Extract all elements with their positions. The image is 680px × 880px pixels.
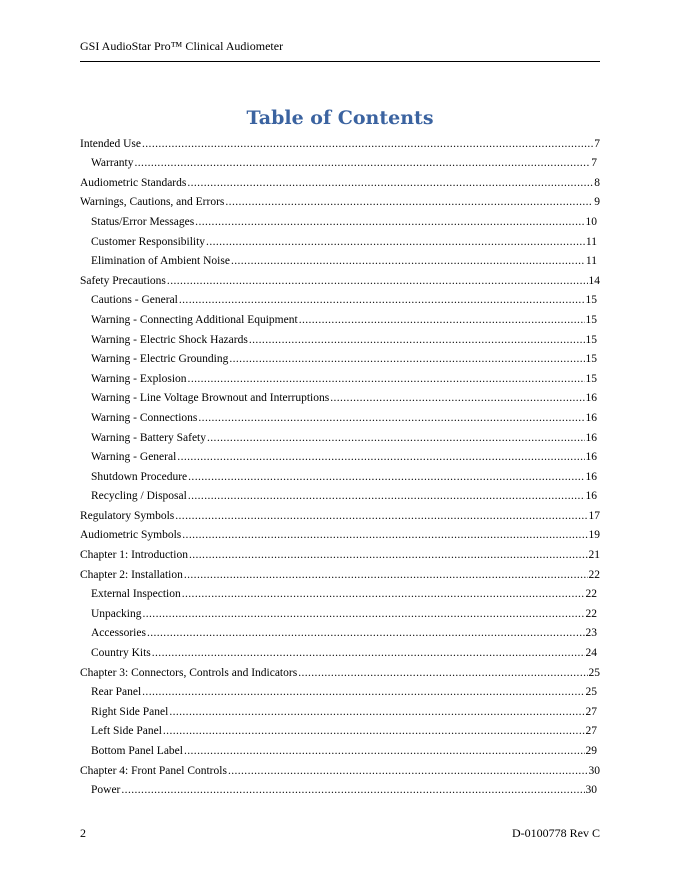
toc-entry[interactable]: [80, 640, 597, 660]
toc-entry-label: Chapter 1: Introduction: [80, 549, 188, 562]
toc-entry[interactable]: [80, 464, 597, 484]
toc-dot-leader: [182, 587, 585, 601]
toc-entry-label: Country Kits: [91, 647, 151, 660]
toc-entry[interactable]: [80, 366, 597, 386]
toc-entry-page: 25: [585, 686, 597, 699]
toc-dot-leader: [228, 764, 588, 778]
toc-dot-leader: [147, 626, 585, 640]
toc-entry-label: Warning - Explosion: [91, 372, 187, 385]
toc-entry[interactable]: [80, 190, 600, 210]
toc-entry-page: 30: [585, 784, 597, 797]
toc-dot-leader: [231, 254, 585, 268]
toc-entry-label: Status/Error Messages: [91, 215, 195, 228]
toc-dot-leader: [299, 313, 585, 327]
toc-entry-page: 29: [585, 745, 597, 757]
toc-dot-leader: [167, 274, 588, 288]
toc-dot-leader: [249, 333, 585, 347]
toc-entry-label: Unpacking: [91, 607, 142, 620]
toc-dot-leader: [152, 646, 585, 660]
toc-entry-label: Warning - Line Voltage Brownout and Interruptions: [91, 392, 330, 405]
toc-dot-leader: [177, 450, 584, 464]
toc-list: [80, 131, 600, 797]
toc-entry-page: 21: [588, 549, 600, 562]
toc-entry-page: 15: [585, 313, 597, 326]
toc-dot-leader: [198, 411, 584, 425]
toc-dot-leader: [175, 509, 587, 523]
toc-entry-page: 8: [594, 176, 600, 189]
toc-entry-label: Accessories: [91, 627, 146, 640]
toc-dot-leader: [195, 215, 584, 229]
toc-dot-leader: [189, 548, 588, 562]
toc-entry-label: Chapter 4: Front Panel Controls: [80, 764, 227, 777]
toc-entry-page: 27: [585, 725, 597, 738]
toc-entry-label: Chapter 2: Installation: [80, 568, 183, 581]
toc-entry-label: Power: [91, 784, 121, 797]
toc-entry[interactable]: [80, 445, 597, 465]
toc-entry-page: 16: [585, 431, 597, 444]
toc-entry-label: Right Side Panel: [91, 705, 169, 718]
toc-dot-leader: [169, 705, 584, 719]
toc-entry[interactable]: [80, 425, 597, 445]
header-divider: [80, 61, 600, 62]
toc-entry[interactable]: [80, 758, 600, 778]
toc-entry[interactable]: [80, 405, 597, 425]
toc-entry[interactable]: [80, 249, 597, 269]
toc-dot-leader: [206, 235, 585, 249]
toc-entry-label: Warranty: [91, 157, 134, 170]
toc-entry-label: Chapter 3: Connectors, Controls and Indicators: [80, 666, 298, 679]
toc-entry-page: 11: [585, 235, 597, 248]
toc-dot-leader: [142, 607, 584, 621]
toc-entry-label: Warning - Connections: [91, 411, 198, 424]
toc-dot-leader: [330, 391, 584, 405]
toc-entry-page: 22: [588, 568, 600, 581]
toc-entry-page: 17: [588, 509, 600, 522]
toc-entry-label: Customer Responsibility: [91, 235, 206, 248]
toc-entry-page: 25: [588, 666, 600, 679]
toc-entry-page: 30: [588, 764, 600, 777]
toc-dot-leader: [188, 470, 584, 484]
toc-entry[interactable]: [80, 542, 600, 562]
toc-entry-page: 22: [585, 588, 597, 601]
toc-entry-page: 23: [585, 627, 597, 640]
toc-entry-label: Safety Precautions: [80, 274, 166, 287]
toc-dot-leader: [135, 156, 591, 170]
toc-entry-label: Warning - Battery Safety: [91, 431, 206, 444]
toc-entry[interactable]: [80, 680, 597, 700]
toc-dot-leader: [188, 489, 585, 503]
toc-entry-label: Audiometric Symbols: [80, 529, 182, 542]
toc-entry[interactable]: [80, 268, 600, 288]
toc-entry-label: Cautions - General: [91, 294, 178, 307]
toc-entry[interactable]: [80, 347, 597, 367]
toc-dot-leader: [142, 137, 593, 151]
toc-entry-page: 11: [585, 255, 597, 268]
toc-entry-page: 24: [585, 647, 597, 660]
toc-entry[interactable]: [80, 386, 597, 406]
toc-dot-leader: [163, 724, 585, 738]
toc-entry-label: Shutdown Procedure: [91, 470, 188, 483]
toc-entry-label: Intended Use: [80, 137, 141, 150]
toc-entry-page: 7: [591, 157, 597, 170]
toc-entry-page: 15: [585, 294, 597, 307]
toc-dot-leader: [187, 176, 593, 190]
toc-entry[interactable]: [80, 601, 597, 621]
toc-dot-leader: [182, 528, 587, 542]
toc-entry-label: Rear Panel: [91, 686, 142, 699]
toc-entry-page: 15: [585, 372, 597, 385]
toc-entry[interactable]: [80, 778, 597, 798]
toc-entry[interactable]: [80, 523, 600, 543]
toc-dot-leader: [121, 783, 584, 797]
toc-entry[interactable]: [80, 582, 597, 602]
toc-dot-leader: [184, 744, 585, 758]
toc-entry-label: Left Side Panel: [91, 725, 162, 738]
toc-entry-page: 16: [585, 392, 597, 405]
toc-entry-label: Regulatory Symbols: [80, 509, 175, 522]
toc-dot-leader: [184, 568, 588, 582]
toc-entry-page: 16: [585, 490, 597, 503]
toc-entry[interactable]: [80, 738, 597, 758]
toc-entry[interactable]: [80, 151, 597, 171]
toc-entry-label: Elimination of Ambient Noise: [91, 255, 230, 268]
toc-entry-label: Warning - Connecting Additional Equipment: [91, 313, 298, 326]
toc-title: Table of Contents: [246, 107, 434, 129]
toc-entry-label: Recycling / Disposal: [91, 490, 187, 503]
toc-dot-leader: [179, 293, 585, 307]
toc-entry[interactable]: [80, 503, 600, 523]
toc-entry-label: Warning - Electric Shock Hazards: [91, 333, 248, 346]
toc-entry-page: 7: [594, 137, 600, 150]
toc-entry-page: 16: [585, 411, 597, 424]
footer-page-number: 2: [80, 826, 86, 840]
toc-entry[interactable]: [80, 229, 597, 249]
toc-entry[interactable]: [80, 621, 597, 641]
toc-entry-page: 22: [585, 607, 597, 620]
toc-entry-label: External Inspection: [91, 588, 181, 601]
toc-entry-page: 9: [594, 196, 600, 209]
toc-entry-page: 19: [588, 529, 600, 542]
toc-entry[interactable]: [80, 484, 597, 504]
toc-entry[interactable]: [80, 131, 600, 151]
toc-entry[interactable]: [80, 288, 597, 308]
page-header-title: GSI AudioStar Pro™ Clinical Audiometer: [80, 39, 284, 53]
footer-document-id: D-0100778 Rev C: [512, 826, 600, 840]
toc-entry-label: Bottom Panel Label: [91, 745, 183, 757]
toc-entry[interactable]: [80, 170, 600, 190]
toc-entry[interactable]: [80, 209, 597, 229]
toc-dot-leader: [142, 685, 584, 699]
toc-dot-leader: [188, 372, 585, 386]
toc-entry-page: 14: [588, 274, 600, 287]
toc-entry-page: 16: [585, 451, 597, 464]
toc-dot-leader: [225, 195, 593, 209]
toc-dot-leader: [298, 666, 587, 680]
toc-entry-label: Warning - Electric Grounding: [91, 353, 229, 366]
toc-entry-page: 16: [585, 470, 597, 483]
toc-entry-page: 15: [585, 333, 597, 346]
toc-dot-leader: [229, 352, 584, 366]
toc-entry[interactable]: [80, 699, 597, 719]
toc-entry-label: Warnings, Cautions, and Errors: [80, 196, 225, 209]
toc-entry[interactable]: [80, 307, 597, 327]
toc-entry[interactable]: [80, 562, 600, 582]
toc-entry-page: 10: [585, 215, 597, 228]
toc-entry[interactable]: [80, 719, 597, 739]
toc-dot-leader: [207, 431, 585, 445]
toc-entry-page: 27: [585, 705, 597, 718]
toc-entry-label: Warning - General: [91, 451, 177, 464]
toc-entry-label: Audiometric Standards: [80, 176, 187, 189]
toc-entry[interactable]: [80, 660, 600, 680]
toc-entry-page: 15: [585, 353, 597, 366]
toc-entry[interactable]: [80, 327, 597, 347]
